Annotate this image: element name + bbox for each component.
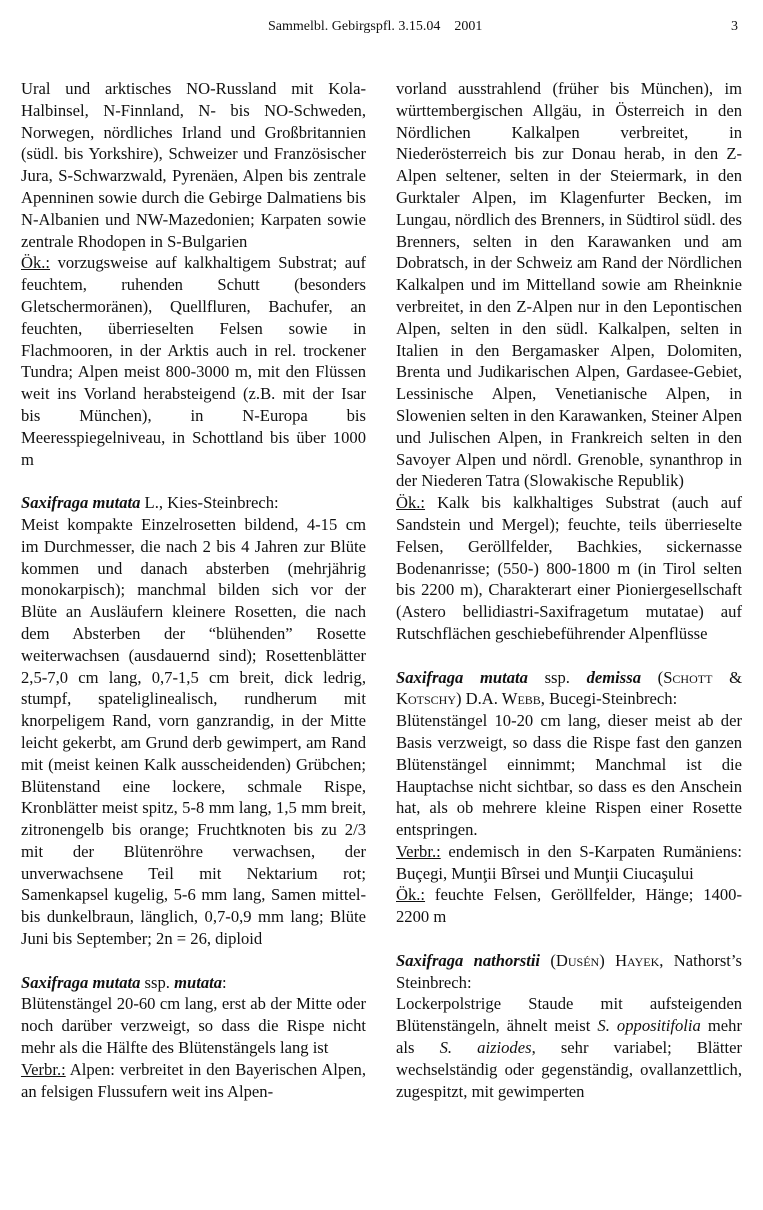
species-name: Saxifraga nathorstii [396, 950, 541, 970]
distribution-text: endemisch in den S-Karpaten Rumäniens: Buçegi, Munţii Bîrsei und Munţii Ciucaşului [396, 841, 742, 883]
subspecies-colon: : [222, 972, 227, 992]
subspecies-epithet: mutata [174, 972, 223, 992]
ecology-text: Kalk bis kalkhaltiges Substrat (auch auf Sandstein und Mergel); feuchte, teils überrieselte Felsen, Geröllfelder, Bachkies, sickernasse Bodenanrisse; (550-) 800-1800 m (in Tirol selten bis 2200 m), Charakterart einer Pioniergesellschaft (Astero bellidiastri-Saxifragetum mutatae) auf Rutschflächen geschiebeführender Alpenflüsse [396, 493, 742, 643]
subspecies-genus: Saxifraga mutata [396, 667, 528, 687]
ecology-paragraph [396, 884, 742, 928]
ecology-label: Ök.: [21, 253, 51, 273]
species-name: Saxifraga mutata [21, 493, 141, 513]
subspecies-genus: Saxifraga mutata [21, 972, 141, 992]
ecology-label: Ök.: [396, 885, 426, 905]
ecology-paragraph [21, 252, 366, 470]
subspecies-rank: ssp. [140, 972, 175, 992]
ecology-text: feuchte Felsen, Geröllfelder, Hänge; 1400-2200 m [396, 885, 742, 927]
subspecies-epithet: demissa [586, 667, 642, 687]
subspecies-description: Blütenstängel 20-60 cm lang, erst ab der Mitte oder noch darüber verzweigt, so dass die Rispe nicht mehr als die Hälfte des Blütenstängels lang ist [21, 994, 366, 1058]
subspecies-authors: (Schott & Kotschy) [396, 667, 742, 709]
distribution-label: Verbr.: [396, 841, 441, 861]
subspecies-common-name: , Bucegi-Steinbrech: [540, 689, 678, 709]
subspecies-rank: ssp. [527, 667, 587, 687]
running-header [268, 19, 482, 35]
publication-year: 2001 [454, 19, 483, 34]
journal-reference: Sammelbl. Gebirgspfl. 3.15.04 [268, 19, 441, 34]
page-number: 3 [731, 19, 738, 34]
left-column [21, 78, 366, 1102]
distribution-paragraph [396, 841, 742, 885]
species-heading [21, 492, 366, 514]
distribution-paragraph: Ural und arktisches NO-Russland mit Kola-Halbinsel, N-Finnland, N- bis NO-Schweden, Norwegen, nördliches Irland und Großbritannien (südl. bis Yorkshire), Schweizer und Französischer Jura, S-Schwarzwald, Pyrenäen, Alpen bis zentrale Apenninen sowie durch die Gebirge Dalmatiens bis N-Albanien und NW-Mazedonien; Karpaten sowie zentrale Rhodopen in S-Bulgarien [21, 79, 366, 251]
distribution-paragraph [21, 1059, 366, 1103]
subspecies-heading [21, 972, 366, 994]
ecology-label: Ök.: [396, 493, 426, 513]
distribution-label: Verbr.: [21, 1059, 66, 1079]
species-author-dusen: (Dusén) [540, 950, 605, 970]
species-description [396, 993, 742, 1102]
description-text: Lockerpolstrige Staude mit aufsteigenden Blütenstängeln, ähnelt meist [396, 994, 742, 1036]
ecology-paragraph [396, 492, 742, 645]
page-header [0, 19, 763, 41]
right-column [396, 78, 742, 1102]
ecology-text: vorzugsweise auf kalkhaltigem Substrat; auf feuchtem, ruhenden Schutt (besonders Gletschermoränen), Quellfluren, Bachufer, an feuchten, überrieselten Felsen sowie in Flachmooren, in der Arktis auch in rel. trockener Tundra; Alpen meist 800-3000 m, mit den Flüssen weit ins Vorland herabsteigend (z.B. mit der Isar bis München), in N-Europa bis Meeresspiegelniveau, in Schottland bis über 1000 m [21, 253, 366, 469]
species-heading [396, 950, 742, 994]
distribution-text: Alpen: verbreitet in den Bayerischen Alpen, an felsigen Flussufern weit ins Alpen- [21, 1059, 366, 1101]
description-text: , sehr variabel; Blätter wechselständig oder gegenständig, ovallanzettlich, zugespitzt, mit gewimperten [396, 1038, 742, 1101]
subspecies-author-webb: D.A. Webb [461, 689, 541, 709]
subspecies-description: Blütenstängel 10-20 cm lang, dieser meist ab der Basis verzweigt, so dass die Rispe fast den ganzen Blütenstängel einnimmt; Manchmal ist die Hauptachse nicht sichtbar, so dass es den Anschein hat, als ob mehrere kleine Rispen einer Rosette entspringen. [396, 711, 742, 840]
distribution-continued: vorland ausstrahlend (früher bis München), im württembergischen Allgäu, in Österreich in den Nördlichen Kalkalpen verbreitet, in Niederösterreich bis zur Donau herab, in den Z-Alpen seltener, selten in der Steiermark, in den Gurktaler Alpen, im Klagenfurter Becken, im Lungau, nördlich des Brenners, in Südtirol südl. des Brenners, selten in den Karawanken und am Dobratsch, in der Schweiz am Rand der Nördlichen Kalkalpen und im Mittelland sowie am Rheinknie verbreitet, in den Z-Alpen nur in den Lepontischen Alpen, selten in den südl. Kalkalpen, selten in Italien in den Bergamasker Alpen, Dolomiten, Brenta und Judikarischen Alpen, Gardasee-Gebiet, Lessinische Alpen, Venetianische Alpen, in Slowenien selten in den Karawanken, Steiner Alpen und Julischen Alpen, in Frankreich selten in den Savoyer Alpen und nördl. Grenoble, synanthrop in der Niederen Tatra (Slowakische Republik) [396, 79, 742, 491]
subspecies-heading [396, 667, 742, 711]
species-common-name: , Nathorst’s Steinbrech: [396, 950, 742, 992]
species-author: L., Kies-Steinbrech: [140, 493, 279, 513]
species-author-hayek: Hayek [604, 950, 660, 970]
species-reference: S. aiziodes [439, 1038, 532, 1058]
description-text: mehr als [396, 1016, 742, 1058]
species-description: Meist kompakte Einzelrosetten bildend, 4-15 cm im Durchmesser, die nach 2 bis 4 Jahren zur Blüte kommen und danach absterben (mehrjährig monokarpisch); manchmal bilden sich vor der Blüte an Ausläufern kleinere Rosetten, die nach dem Absterben der “blühenden” Rosette weiterwachsen (ausdauernd sind); Rosettenblätter 2,5-7,0 cm lang, 0,7-1,5 cm breit, dick ledrig, stumpf, spateliglinealisch, rundherum mit knorpeligem Rand, vorn ganzrandig, in der Mitte leicht gekerbt, am Grund derb gewimpert, am Rand mit (meist keinen Kalk ausscheidenden) Grübchen; Blütenstand eine lockere, schmale Rispe, Kronblätter meist spitz, 5-8 mm lang, 1,5 mm breit, zitronengelb bis orange; Fruchtknoten bis zu 2/3 mit der Blütenröhre verwachsen, der unverwachsene Teil mit Nektarium rot; Samenkapsel kugelig, 5-6 mm lang, Samen mittel- bis dunkelbraun, länglich, 0,7-0,9 mm lang; Blüte Juni bis September; 2n = 26, diploid [21, 514, 366, 949]
species-reference: S. oppositifolia [597, 1016, 701, 1036]
